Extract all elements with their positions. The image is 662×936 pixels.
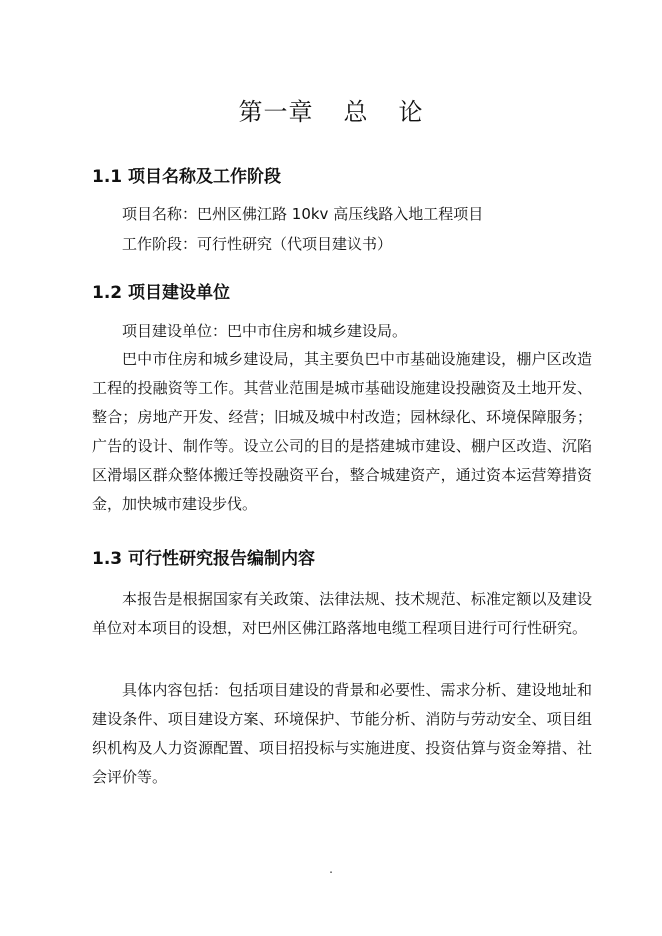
page-number-mark: .: [329, 862, 333, 876]
chapter-title-number: 第一章: [238, 98, 314, 126]
project-name-line: 项目名称：巴州区佛江路 10kv 高压线路入地工程项目: [122, 205, 484, 223]
construction-unit-paragraph: 巴中市住房和城乡建设局，其主要负巴中市基础设施建设，棚户区改造工程的投融资等工作。其营业范围是城市基础设施建设投融资及土地开发、整合；房地产开发、经营；旧城及城中村改造；园林绿化、环境保障服务；广告的设计、制作等。设立公司的目的是搭建城市建设、棚户区改造、沉陷区滑塌区群众整体搬迁等投融资平台，整合城建资产，通过资本运营筹措资金，加快城市建设步伐。: [92, 350, 592, 513]
chapter-title-word1: 总: [343, 98, 369, 126]
chapter-title: [0, 92, 662, 127]
section-heading-1-3: 1.3 可行性研究报告编制内容: [92, 549, 316, 569]
section-heading-1-1: 1.1 项目名称及工作阶段: [92, 167, 282, 187]
construction-unit-line: 项目建设单位：巴中市住房和城乡建设局。: [122, 322, 408, 340]
report-content-paragraph: 具体内容包括：包括项目建设的背景和必要性、需求分析、建设地址和建设条件、项目建设方案、环境保护、节能分析、消防与劳动安全、项目组织机构及人力资源配置、项目招投标与实施进度、投资估算与资金筹措、社会评价等。: [92, 681, 592, 786]
report-basis-paragraph: 本报告是根据国家有关政策、法律法规、技术规范、标准定额以及建设单位对本项目的设想，对巴州区佛江路落地电缆工程项目进行可行性研究。: [92, 590, 592, 637]
section-heading-1-2: 1.2 项目建设单位: [92, 283, 231, 303]
work-stage-line: 工作阶段：可行性研究（代项目建议书）: [122, 235, 393, 253]
chapter-title-word2: 论: [398, 98, 424, 126]
